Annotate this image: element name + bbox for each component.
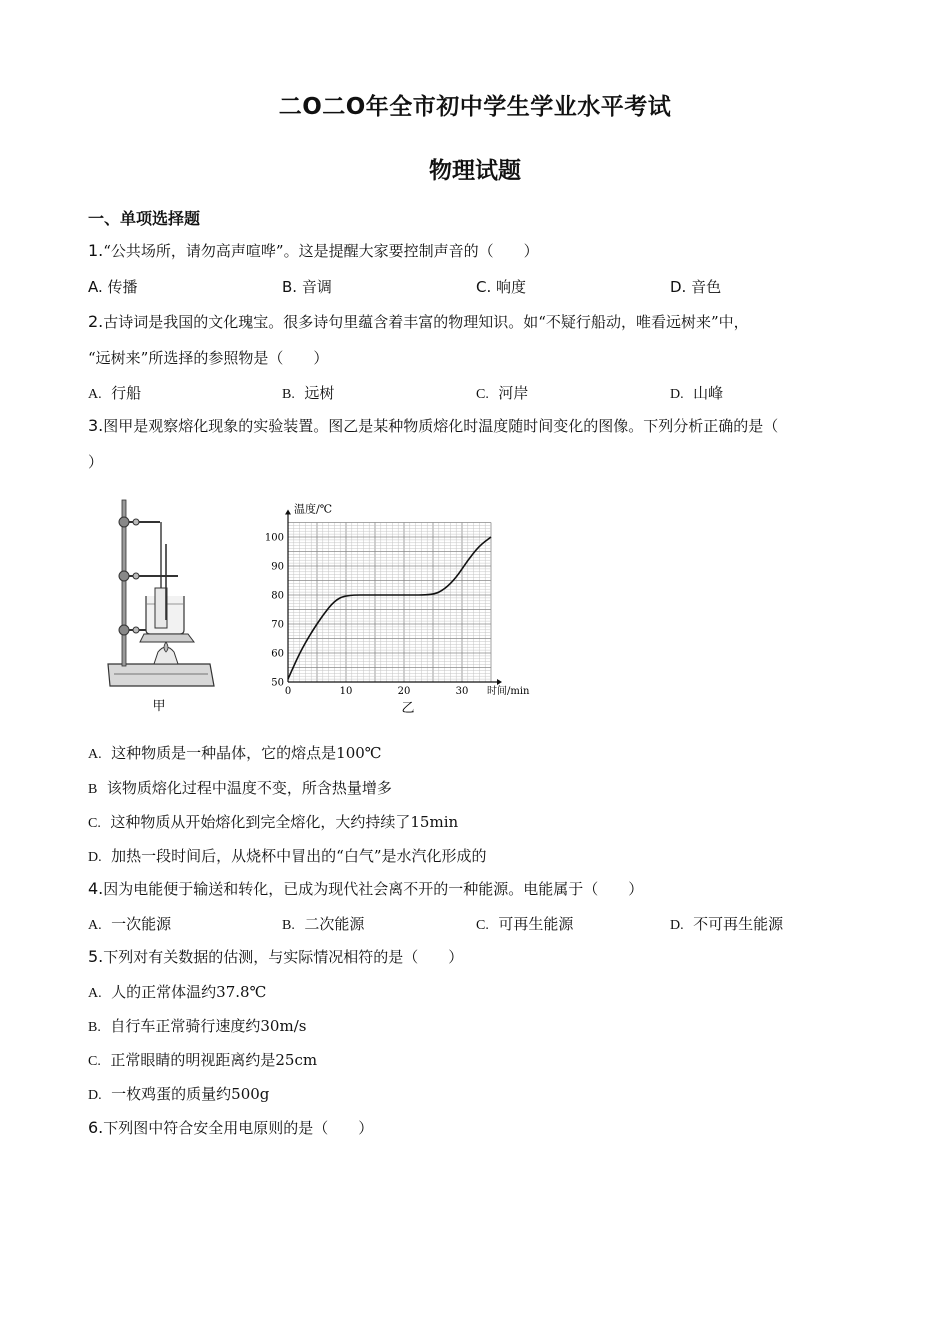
y-tick-label: 70: [271, 619, 284, 631]
q3-option-c[interactable]: C. 这种物质从开始熔化到完全熔化，大约持续了15min: [88, 813, 459, 831]
q3-option-a[interactable]: A. 这种物质是一种晶体，它的熔点是100℃: [88, 744, 382, 762]
y-tick-label: 80: [271, 590, 284, 602]
q1-option-a[interactable]: A. 传播: [88, 278, 138, 296]
q2-option-c[interactable]: C. 河岸: [476, 384, 529, 402]
section-heading: 一、单项选择题: [88, 209, 201, 228]
q4-option-d[interactable]: D. 不可再生能源: [670, 915, 784, 933]
question-3-cont: ）: [88, 453, 104, 471]
question-number: 4.: [88, 879, 104, 898]
q5-option-b[interactable]: B. 自行车正常骑行速度约30m/s: [88, 1017, 307, 1035]
figure-caption-left: 甲: [152, 699, 166, 714]
q3-figure: [100, 484, 560, 720]
temperature-time-chart: [265, 502, 530, 698]
question-4: [88, 878, 643, 899]
q4-option-c[interactable]: C. 可再生能源: [476, 915, 574, 933]
q5-option-a[interactable]: A. 人的正常体温约37.8℃: [88, 983, 267, 1001]
question-2: [88, 311, 749, 332]
question-6: [88, 1117, 373, 1138]
question-text: 下列图中符合安全用电原则的是（ ）: [103, 1119, 374, 1137]
question-text: 古诗词是我国的文化瑰宝。很多诗句里蕴含着丰富的物理知识。如“不疑行船动，唯看远树来”中，: [103, 313, 749, 331]
y-tick-label: 90: [271, 561, 284, 573]
y-tick-label: 100: [264, 532, 284, 544]
q2-option-b[interactable]: B. 远树: [282, 384, 335, 402]
question-number: 3.: [88, 416, 104, 435]
question-number: 2.: [88, 312, 104, 331]
q2-option-a[interactable]: A. 行船: [88, 384, 142, 402]
question-5: [88, 946, 463, 967]
question-1: [88, 240, 539, 261]
temperature-curve: [288, 537, 491, 679]
x-tick-label: 0: [284, 686, 292, 697]
y-axis-label: 温度/℃: [294, 502, 333, 516]
q5-option-c[interactable]: C. 正常眼睛的明视距离约是25cm: [88, 1051, 318, 1069]
q3-option-b[interactable]: B 该物质熔化过程中温度不变，所含热量增多: [88, 779, 392, 797]
x-axis-arrow: [497, 679, 502, 685]
q4-option-b[interactable]: B. 二次能源: [282, 915, 365, 933]
x-tick-label: 10: [339, 686, 353, 697]
question-text: 因为电能便于输送和转化，已成为现代社会离不开的一种能源。电能属于（ ）: [103, 880, 644, 898]
exam-title: 二O二O年全市初中学生学业水平考试: [278, 94, 672, 120]
q3-option-d[interactable]: D. 加热一段时间后，从烧杯中冒出的“白气”是水汽化形成的: [88, 847, 487, 865]
question-number: 5.: [88, 947, 104, 966]
question-text: “公共场所，请勿高声喧哗”。这是提醒大家要控制声音的（ ）: [103, 242, 539, 260]
x-tick-label: 30: [455, 686, 469, 697]
question-number: 1.: [88, 241, 104, 260]
q1-option-c[interactable]: C. 响度: [476, 278, 527, 296]
y-axis-arrow: [285, 510, 291, 515]
q5-option-d[interactable]: D. 一枚鸡蛋的质量约500g: [88, 1085, 270, 1103]
question-2-cont: “远树来”所选择的参照物是（ ）: [88, 349, 329, 367]
q4-option-a[interactable]: A. 一次能源: [88, 915, 172, 933]
y-tick-label: 50: [271, 677, 284, 689]
q2-option-d[interactable]: D. 山峰: [670, 384, 724, 402]
lab-apparatus-illustration: [108, 500, 214, 686]
q1-option-d[interactable]: D. 音色: [670, 278, 722, 296]
question-text: 下列对有关数据的估测，与实际情况相符的是（ ）: [103, 948, 464, 966]
question-number: 6.: [88, 1118, 104, 1137]
figure-caption-right: 乙: [401, 701, 415, 716]
q1-option-b[interactable]: B. 音调: [282, 278, 332, 296]
question-3: [88, 415, 778, 436]
y-tick-label: 60: [271, 648, 284, 660]
x-tick-label: 20: [397, 686, 411, 697]
x-axis-label: 时间/min: [487, 686, 530, 697]
exam-subtitle: 物理试题: [429, 158, 521, 184]
figure-svg: [100, 484, 560, 720]
question-text: 图甲是观察熔化现象的实验装置。图乙是某种物质熔化时温度随时间变化的图像。下列分析正确的是（: [103, 417, 779, 435]
